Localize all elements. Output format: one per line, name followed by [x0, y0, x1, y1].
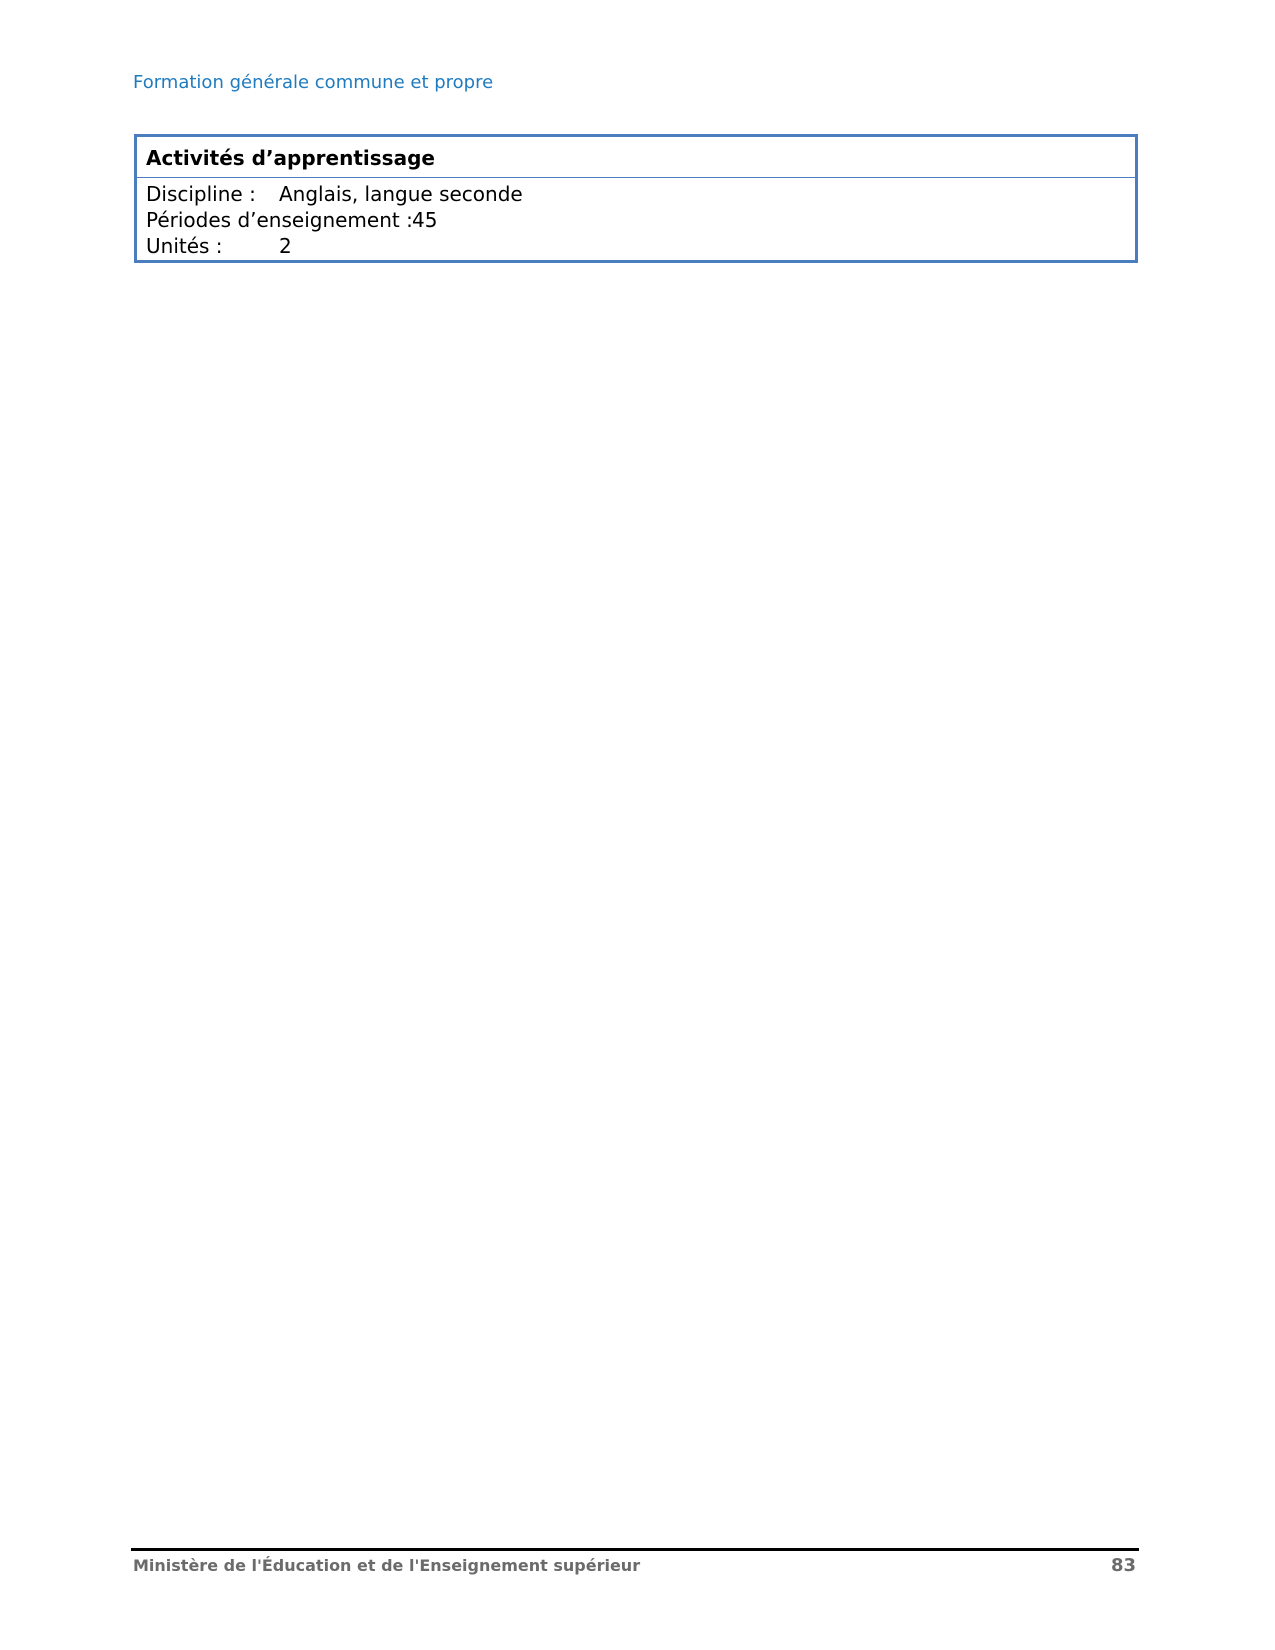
learning-activities-box [134, 134, 1138, 263]
running-header: Formation générale commune et propre [133, 72, 494, 93]
teaching-periods-value: 45 [412, 208, 438, 232]
teaching-periods-label: Périodes d’enseignement : [146, 208, 413, 232]
discipline-label: Discipline : [146, 182, 256, 206]
units-value: 2 [279, 234, 292, 258]
box-title: Activités d’apprentissage [137, 137, 1135, 178]
box-body [137, 178, 1135, 259]
discipline-row [146, 181, 1135, 207]
footer-divider [131, 1548, 1139, 1551]
units-label: Unités : [146, 234, 223, 258]
units-row [146, 233, 1135, 259]
page-number: 83 [1110, 1555, 1136, 1576]
teaching-periods-row [146, 207, 1135, 233]
footer-ministry: Ministère de l'Éducation et de l'Enseignement supérieur [133, 1556, 641, 1575]
discipline-value: Anglais, langue seconde [279, 182, 523, 206]
